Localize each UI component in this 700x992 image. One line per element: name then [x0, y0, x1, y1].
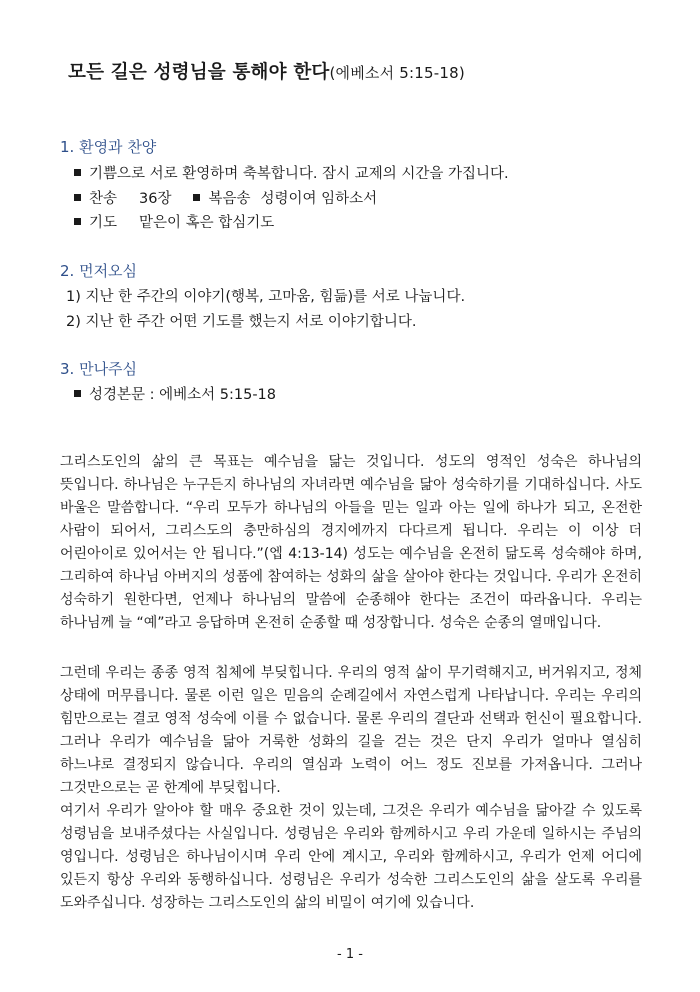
square-bullet-icon — [193, 194, 200, 201]
square-bullet-icon — [74, 218, 81, 225]
square-bullet-icon — [74, 390, 81, 397]
scripture-text: 성경본문 : 에베소서 5:15-18 — [89, 387, 277, 403]
body-paragraph-1: 그리스도인의 삶의 큰 목표는 예수님을 닮는 것입니다. 성도의 영적인 성숙은 하나님의 뜻입니다. 하나님은 누구든지 하나님의 자녀라면 예수님을 닮아 성숙하기를 기대하십니다. 사도 바울은 말씀합니다. “우리 모두가 하나님의 아들을 믿는 일과 아는 일에 하나가 되고, 온전한 사람이 되어서, 그리스도의 충만하심의 경지에까지 다다르게 됩니다. 우리는 이 이상 더 어린아이로 있어서는 안 됩니다.”(엡 4:13-14) 성도는 예수님을 온전히 닮도록 성숙해야 하며, 그리하여 하나님 아버지의 성품에 참여하는 성화의 삶을 살아야 한다는 것입니다. 우리가 온전히 성숙하기 원한다면, 언제나 하나님의 말씀에 순종해야 한다는 조건이 따라옵니다. 우리는 하나님께 늘 “예”라고 응답하며 온전히 순종할 때 성장합니다. 성숙은 순종의 열매입니다. — [60, 454, 642, 631]
gospel-label: 복음송 — [208, 191, 251, 207]
page-number: - 1 - — [337, 947, 363, 962]
bullet-hymn — [74, 187, 377, 208]
welcome-text: 기쁨으로 서로 환영하며 축복합니다. 잠시 교제의 시간을 가집니다. — [89, 166, 509, 182]
square-bullet-icon — [74, 194, 81, 201]
body-paragraph-2: 그런데 우리는 종종 영적 침체에 부딪힙니다. 우리의 영적 삶이 무기력해지고, 버거워지고, 정체 상태에 머무릅니다. 물론 이런 일은 믿음의 순례길에서 자연스럽게 나타납니다. 우리는 우리의 힘만으로는 결코 영적 성숙에 이를 수 없습니다. 물론 우리의 결단과 선택과 헌신이 필요합니다. 그러나 우리가 예수님을 닮아 거룩한 성화의 길을 걷는 것은 단지 우리가 얼마나 열심히 하느냐로 결정되지 않습니다. 우리의 열심과 노력이 어느 정도 진보를 가져옵니다. 그러나 그것만으로는 곧 한계에 부딪힙니다. — [60, 665, 642, 796]
numbered-item-2: 2) 지난 한 주간 어떤 기도를 했는지 서로 이야기합니다. — [66, 314, 417, 330]
title-reference: (에베소서 5:15-18) — [329, 64, 465, 82]
title-main: 모든 길은 성령님을 통해야 한다 — [68, 62, 330, 83]
hymn-value: 36장 — [139, 191, 172, 207]
section-heading-meeting: 3. 만나주심 — [60, 360, 138, 378]
section-heading-first-coming: 2. 먼저오심 — [60, 262, 138, 280]
bullet-prayer — [74, 211, 274, 232]
body-paragraph-3: 여기서 우리가 알아야 할 매우 중요한 것이 있는데, 그것은 우리가 예수님을 닮아갈 수 있도록 성령님을 보내주셨다는 사실입니다. 성령님은 우리와 함께하시고 우리 가운데 일하시는 주님의 영입니다. 성령님은 하나님이시며 우리 안에 계시고, 우리와 함께하시고, 우리가 언제 어디에 있든지 항상 우리와 동행하십니다. 성령님은 우리가 성숙한 그리스도인의 삶을 살도록 우리를 도와주십니다. 성장하는 그리스도인의 삶의 비밀이 여기에 있습니다. — [60, 803, 642, 911]
section-heading-welcome: 1. 환영과 찬양 — [60, 138, 157, 156]
bullet-welcome — [74, 162, 509, 183]
prayer-value: 맡은이 혹은 합심기도 — [139, 215, 275, 231]
prayer-label: 기도 — [89, 215, 118, 231]
hymn-label: 찬송 — [89, 191, 118, 207]
bullet-scripture — [74, 383, 276, 404]
numbered-item-1: 1) 지난 한 주간의 이야기(행복, 고마움, 힘듦)를 서로 나눕니다. — [66, 289, 466, 305]
page-title — [68, 58, 465, 84]
square-bullet-icon — [74, 169, 81, 176]
gospel-value: 성령이여 임하소서 — [260, 191, 378, 207]
